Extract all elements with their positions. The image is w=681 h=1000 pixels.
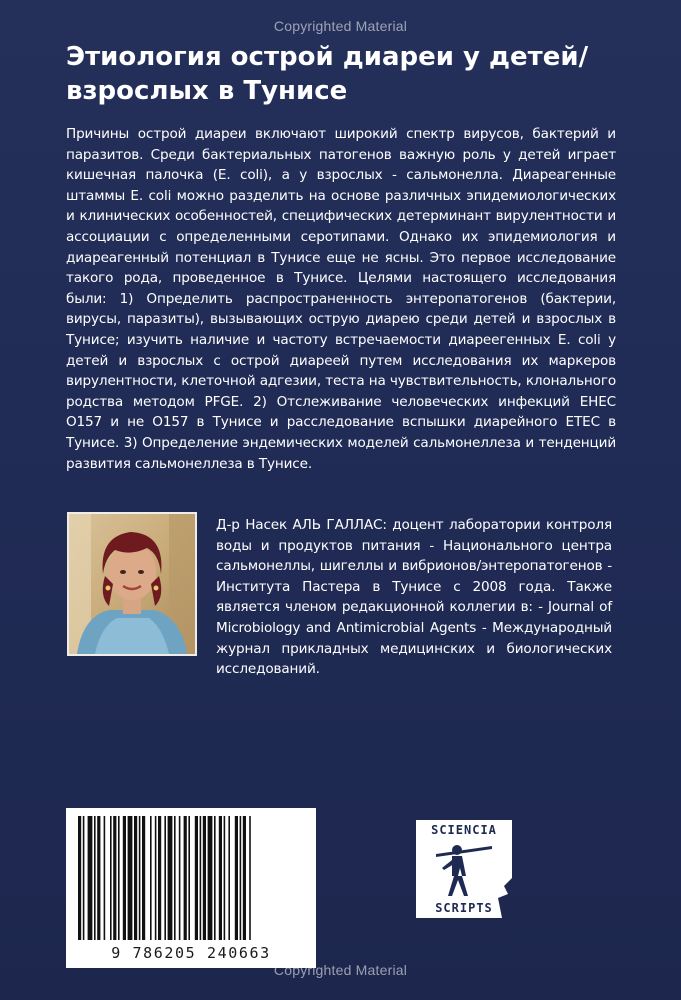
publisher-logo [412,816,516,922]
book-title: Этиология острой диареи у детей/взрослых в Тунисе [66,42,589,106]
isbn-barcode [66,808,316,968]
publisher-name-line1: SCIENCIA [431,823,497,837]
copyright-watermark-bottom: Copyrighted Material [273,962,408,978]
publisher-name-line2: SCRIPTS [435,901,493,915]
author-bio: Д-р Насек АЛЬ ГАЛЛАС: доцент лаборатории контроля воды и продуктов питания - Национального центра сальмонеллы, шигеллы и вибрионов/энтеропатогенов - Института Пастера в Тунисе с 2008 года. Также является членом редакционной коллегии в: - Journal of Microbiology and Antimicrobial Agents - Международный журнал прикладных медицинских и биологических исследований. [216,517,612,678]
copyright-watermark-top: Copyrighted Material [273,18,408,34]
author-photo [67,512,197,656]
book-abstract: Причины острой диареи включают широкий спектр вирусов, бактерий и паразитов. Среди бактериальных патогенов важную роль у детей играет кишечная палочка (E. coli), а у взрослых - сальмонелла. Диареагенные штаммы E. coli можно разделить на основе различных эпидемиологических и клинических особенностей, специфических детерминант вирулентности и ассоциации с определенными серотипами. Однако их эпидемиология и диареагенный потенциал в Тунисе еще не ясны. Это первое исследование такого рода, проведенное в Тунисе. Целями настоящего исследования были: 1) Определить распространенность энтеропатогенов (бактерии, вирусы, паразиты), вызывающих острую диарею среди детей и взрослых в Тунисе; изучить наличие и частоту встречаемости диареегенных E. coli у детей и взрослых с острой диареей путем исследования их маркеров вирулентности, клеточной адгезии, теста на чувствительность, клонального родства методом PFGE. 2) Отслеживание человеческих инфекций EHEC O157 и не O157 в Тунисе и расследование вспышки диарейного ETEC в Тунисе. 3) Определение эндемических моделей сальмонеллеза и тенденций развития сальмонеллеза в Тунисе. [66,126,616,472]
isbn-number: 9 786205 240663 [111,944,271,962]
